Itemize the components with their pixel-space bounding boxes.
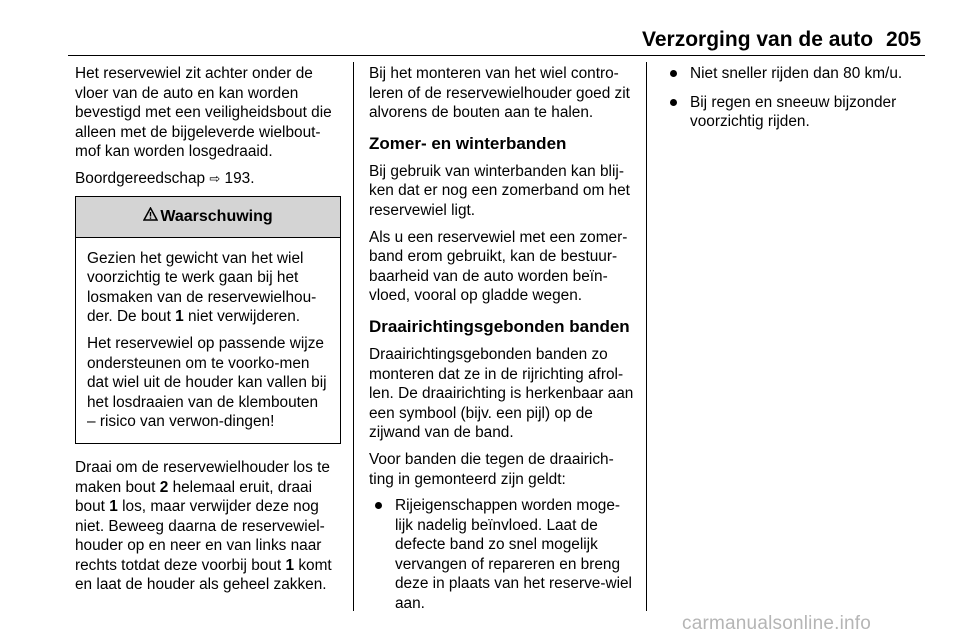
list-item: Niet sneller rijden dan 80 km/u. xyxy=(664,64,926,84)
paragraph: Draai om de reservewielhouder los te maken bout 2 helemaal eruit, draai bout 1 los, maar verwijder deze nog niet. Beweeg daarna de reservewiel-houder op en neer en van links naar rechts totdat deze voorbij bout 1 komt en laat de houder als geheel zakken. xyxy=(75,458,332,594)
bullet-icon xyxy=(670,70,677,77)
section-heading: Zomer- en winterbanden xyxy=(369,133,567,153)
warning-body xyxy=(76,238,340,443)
section-heading: Draairichtingsgebonden banden xyxy=(369,316,630,336)
paragraph: Voor banden die tegen de draairich-ting in gemonteerd zijn geldt: xyxy=(369,450,614,488)
page-title: Verzorging van de auto xyxy=(642,28,874,51)
warning-paragraph: Gezien het gewicht van het wiel voorzichtig te werk gaan bij het losmaken van de reservewielhou-der. De bout 1 niet verwijderen. xyxy=(87,249,317,326)
paragraph: Het reservewiel zit achter onder de vloer van de auto en kan worden bevestigd met een veiligheidsbout die alleen met de bijgeleverde wielbout-mof kan worden losgedraaid. xyxy=(75,65,332,161)
warning-header xyxy=(76,197,340,238)
column-divider-2 xyxy=(646,62,647,611)
list-item: Bij regen en sneeuw bijzonder voorzichtig rijden. xyxy=(664,93,926,132)
page-reference-link[interactable]: 193. xyxy=(224,169,255,187)
column-3 xyxy=(664,64,926,141)
paragraph: Als u een reservewiel met een zomer-band erom gebruikt, kan de bestuur-baarheid van de auto worden beïn-vloed, vooral op gladde wegen. xyxy=(369,228,628,305)
column-divider-1 xyxy=(353,62,354,611)
page-reference-arrow-icon: ⇨ xyxy=(209,170,221,186)
page-header xyxy=(0,0,960,56)
paragraph: Draairichtingsgebonden banden zo monteren dat ze in de rijrichting afrol-len. De draairichting is herkenbaar aan een symbool (bijv. een pijl) op de zijwand van de band. xyxy=(369,345,634,442)
paragraph-reference: Boordgereedschap ⇨ 193. xyxy=(75,169,255,187)
list-item: Rijeigenschappen worden moge-lijk nadelig beïnvloed. Laat de defecte band zo snel mogelijk vervangen of repareren en breng deze in plaats van het reserve-wiel aan. xyxy=(369,496,635,614)
warning-triangle-icon xyxy=(143,207,158,227)
warning-title: Waarschuwing xyxy=(160,207,273,225)
paragraph: Bij gebruik van winterbanden kan blij-ken dat er nog een zomerband om het reservewiel ligt. xyxy=(369,162,630,219)
column-1 xyxy=(75,64,341,602)
page-number: 205 xyxy=(886,28,922,51)
bullet-list xyxy=(369,496,635,614)
paragraph: Bij het monteren van het wiel contro-leren of de reservewielhouder goed zit alvorens de bouten aan te halen. xyxy=(369,65,630,122)
column-2 xyxy=(369,64,635,623)
warning-box xyxy=(75,196,341,444)
header-rule xyxy=(68,55,925,56)
watermark: carmanualsonline.info xyxy=(682,613,872,634)
bullet-icon xyxy=(670,99,677,106)
bullet-list xyxy=(664,64,926,132)
warning-paragraph: Het reservewiel op passende wijze ondersteunen om te voorko-men dat wiel uit de houder kan vallen bij het losdraaien van de klembouten – risico van verwon-dingen! xyxy=(87,334,327,431)
bullet-icon xyxy=(375,502,382,509)
